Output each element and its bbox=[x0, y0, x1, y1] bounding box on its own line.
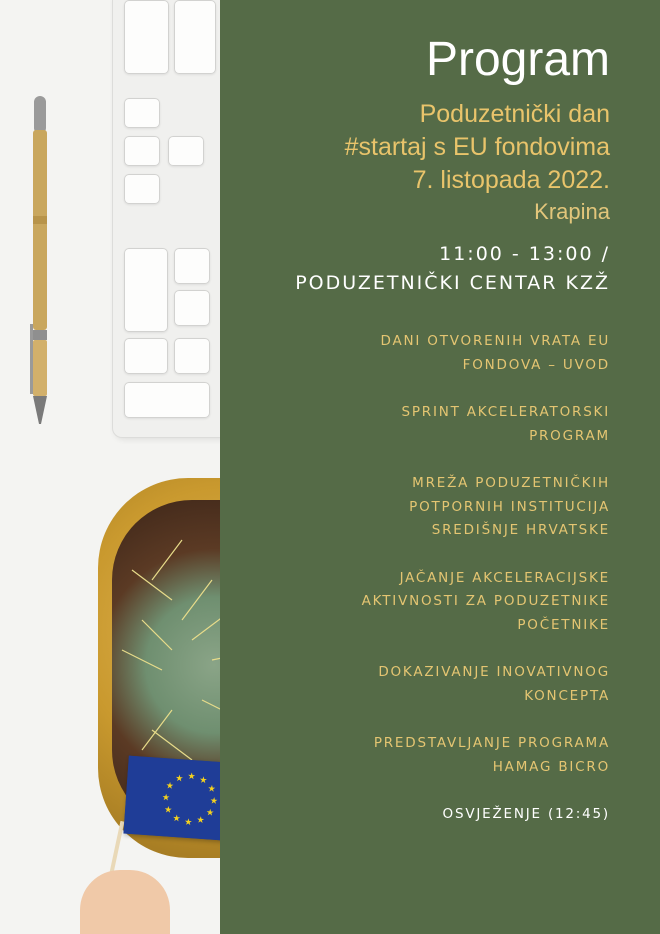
event-location: PODUZETNIČKI CENTAR KZŽ bbox=[295, 272, 610, 294]
agenda-item-line: HAMAG BICRO bbox=[492, 758, 610, 775]
agenda-item bbox=[290, 330, 610, 377]
event-subtitle bbox=[345, 98, 610, 197]
svg-text:★: ★ bbox=[183, 817, 193, 829]
agenda-item-refreshment bbox=[290, 803, 610, 827]
agenda-item bbox=[290, 401, 610, 448]
agenda-item-line: FONDOVA – UVOD bbox=[462, 356, 610, 373]
svg-text:★: ★ bbox=[187, 771, 196, 783]
agenda-item-line: DANI OTVORENIH VRATA EU bbox=[380, 333, 610, 349]
svg-text:★: ★ bbox=[161, 793, 171, 804]
agenda-item bbox=[290, 472, 610, 543]
subtitle-line-1: Poduzetnički dan bbox=[419, 100, 610, 128]
page-title: Program bbox=[425, 33, 610, 86]
agenda-list bbox=[290, 330, 610, 851]
agenda-item-line: OSVJEŽENJE (12:45) bbox=[442, 806, 610, 822]
event-time: 11:00 - 13:00 / bbox=[439, 243, 610, 265]
svg-text:★: ★ bbox=[198, 775, 208, 787]
pen-image bbox=[29, 96, 51, 426]
svg-text:★: ★ bbox=[205, 808, 215, 819]
subtitle-line-2: #startaj s EU fondovima bbox=[344, 133, 610, 161]
hand-image bbox=[80, 870, 170, 934]
svg-text:★: ★ bbox=[174, 773, 184, 785]
svg-text:★: ★ bbox=[172, 813, 181, 825]
agenda-item-line: PROGRAM bbox=[529, 427, 610, 444]
svg-text:★: ★ bbox=[165, 781, 175, 792]
agenda-item-line: MREŽA PODUZETNIČKIH bbox=[412, 475, 610, 491]
event-time-location bbox=[295, 240, 610, 298]
keyboard-image bbox=[112, 0, 220, 438]
agenda-item-line: JAČANJE AKCELERACIJSKE bbox=[399, 569, 610, 586]
event-date: 7. listopada 2022. bbox=[412, 166, 610, 194]
agenda-item-line: DOKAZIVANJE INOVATIVNOG bbox=[378, 664, 610, 680]
agenda-item-line: SREDIŠNJE HRVATSKE bbox=[431, 522, 610, 538]
agenda-item-line: KONCEPTA bbox=[524, 687, 610, 704]
svg-text:★: ★ bbox=[196, 815, 205, 827]
eu-flag-image bbox=[123, 756, 220, 843]
agenda-item bbox=[290, 661, 610, 708]
event-city: Krapina bbox=[534, 199, 610, 224]
agenda-item-line: POTPORNIH INSTITUCIJA bbox=[409, 498, 610, 515]
svg-text:★: ★ bbox=[163, 805, 173, 816]
agenda-item-line: PREDSTAVLJANJE PROGRAMA bbox=[373, 735, 610, 751]
agenda-item-line: POČETNIKE bbox=[517, 616, 610, 633]
svg-text:★: ★ bbox=[207, 784, 217, 795]
agenda-item bbox=[290, 567, 610, 638]
agenda-item-line: SPRINT AKCELERATORSKI bbox=[401, 404, 610, 420]
svg-text:★: ★ bbox=[209, 796, 219, 807]
decorative-photo bbox=[0, 0, 220, 934]
agenda-item-line: AKTIVNOSTI ZA PODUZETNIKE bbox=[361, 593, 610, 609]
agenda-item bbox=[290, 732, 610, 779]
